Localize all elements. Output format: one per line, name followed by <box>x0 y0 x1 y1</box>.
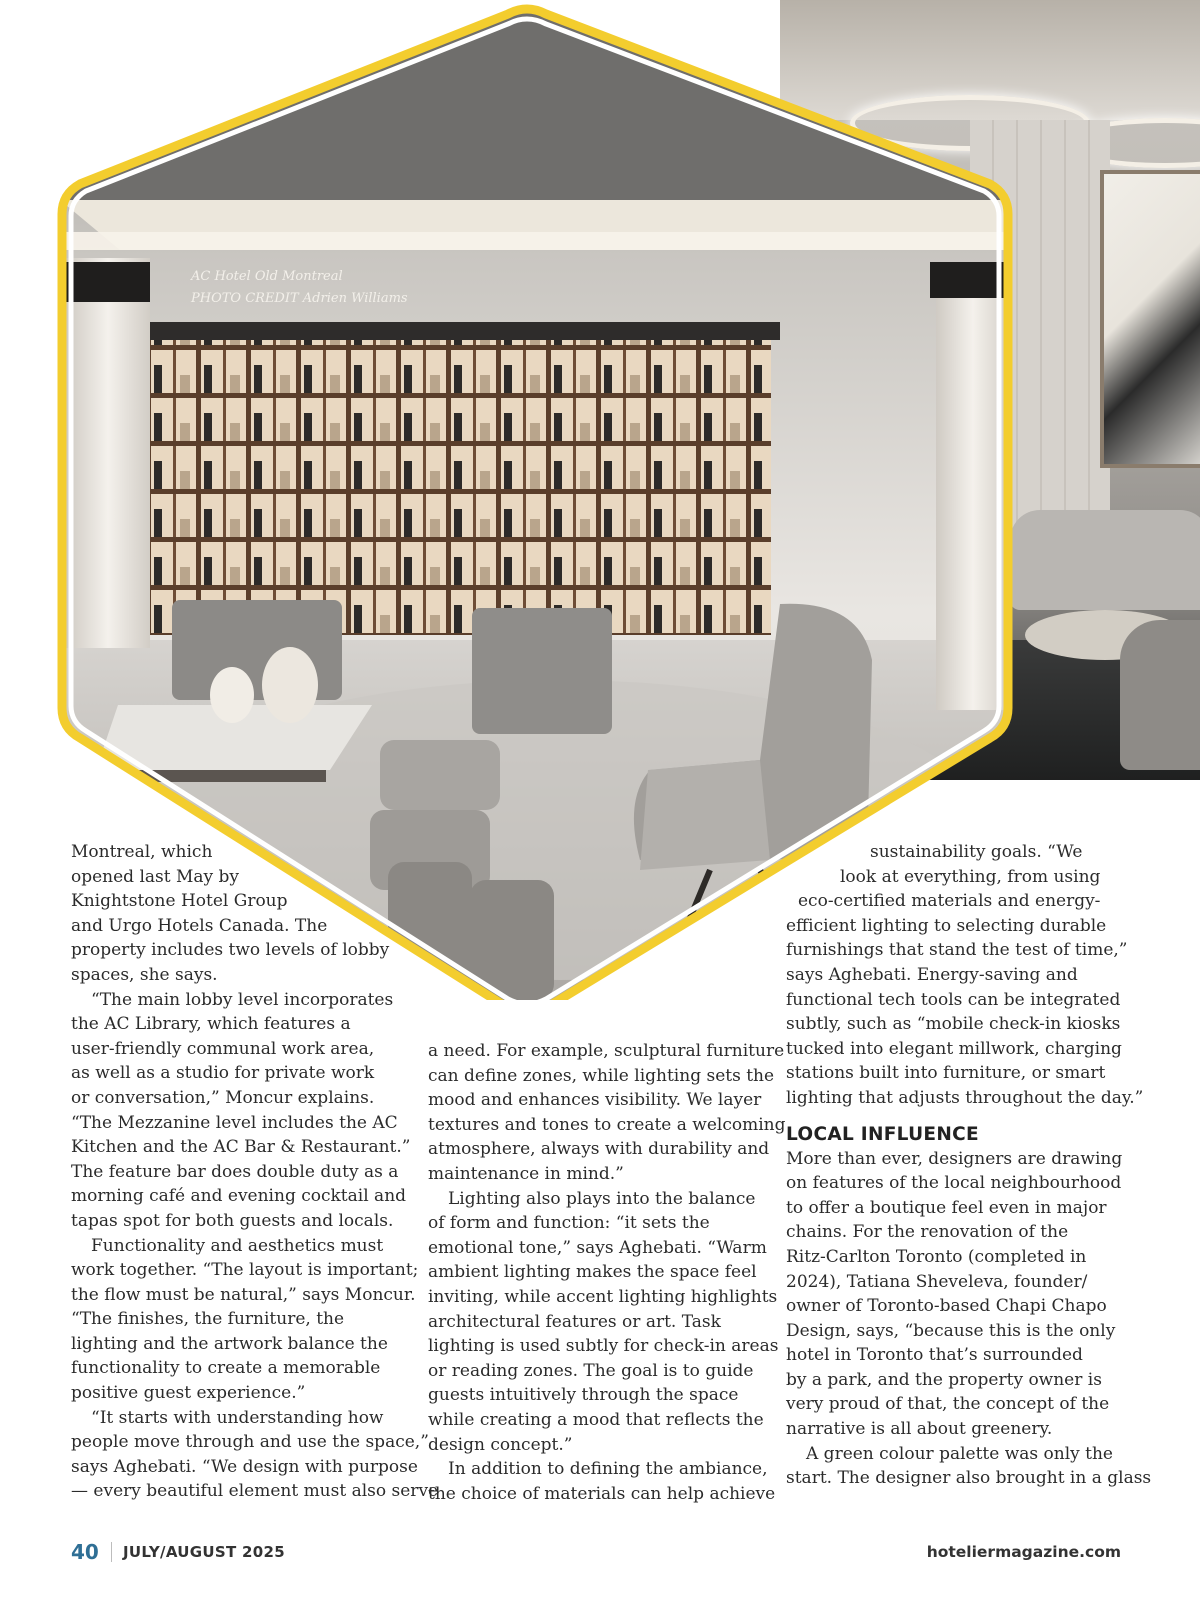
text-line: start. The designer also brought in a glass <box>786 1468 1152 1489</box>
text-line: by a park, and the property owner is <box>786 1369 1102 1390</box>
paragraph <box>786 1147 1121 1442</box>
text-line: very proud of that, the concept of the <box>786 1394 1110 1415</box>
text-line: spaces, she says. <box>71 964 218 985</box>
text-line: tapas spot for both guests and locals. <box>71 1210 394 1231</box>
photo-credit: PHOTO CREDIT Adrien Williams <box>191 291 408 306</box>
paragraph <box>71 840 406 988</box>
text-line: chains. For the renovation of the <box>786 1222 1069 1243</box>
paragraph <box>428 1039 786 1187</box>
text-line: mood and enhances visibility. We layer <box>428 1090 762 1111</box>
text-line: inviting, while accent lighting highlights <box>428 1286 778 1307</box>
article-column-2 <box>428 1039 786 1506</box>
text-line: In addition to defining the ambiance, <box>448 1459 768 1480</box>
text-line: the flow must be natural,” says Moncur. <box>71 1284 416 1305</box>
text-line: “The Mezzanine level includes the AC <box>71 1112 398 1133</box>
text-line: atmosphere, always with durability and <box>428 1139 770 1160</box>
paragraph <box>71 1234 419 1406</box>
text-line: efficient lighting to selecting durable <box>786 915 1107 936</box>
text-line: eco-certified materials and energy- <box>798 891 1101 912</box>
text-line: Kitchen and the AC Bar & Restaurant.” <box>71 1137 411 1158</box>
text-line: More than ever, designers are drawing <box>786 1148 1123 1169</box>
paragraph <box>71 1406 439 1504</box>
text-line: design concept.” <box>428 1434 573 1455</box>
text-line: look at everything, from using <box>840 866 1101 887</box>
text-line: 2024), Tatiana Sheveleva, founder/ <box>786 1271 1088 1292</box>
text-line: ambient lighting makes the space feel <box>428 1262 757 1283</box>
text-line: user-friendly communal work area, <box>71 1038 375 1059</box>
text-line: functionality to create a memorable <box>71 1358 381 1379</box>
issue-date: JULY/AUGUST 2025 <box>123 1543 285 1561</box>
text-line: subtly, such as “mobile check-in kiosks <box>786 1014 1121 1035</box>
page-number: 40 <box>71 1540 99 1564</box>
text-line: people move through and use the space,” <box>71 1432 429 1453</box>
text-line: morning café and evening cocktail and <box>71 1186 407 1207</box>
photo-caption-title: AC Hotel Old Montreal <box>191 269 343 284</box>
text-line: lighting that adjusts throughout the day.” <box>786 1087 1144 1108</box>
paragraph <box>71 988 411 1234</box>
article-column-1 <box>71 840 439 1504</box>
article-column-3 <box>786 840 1152 1491</box>
text-line: owner of Toronto-based Chapi Chapo <box>786 1296 1107 1317</box>
text-line: property includes two levels of lobby <box>71 940 390 961</box>
text-line: of form and function: “it sets the <box>428 1213 710 1234</box>
text-line: A green colour palette was only the <box>806 1443 1113 1464</box>
text-line: Ritz-Carlton Toronto (completed in <box>786 1246 1087 1267</box>
text-line: as well as a studio for private work <box>71 1063 375 1084</box>
text-line: “The main lobby level incorporates <box>91 989 394 1010</box>
text-line: textures and tones to create a welcoming <box>428 1114 786 1135</box>
text-line: a need. For example, sculptural furniture <box>428 1041 785 1061</box>
text-line: tucked into elegant millwork, charging <box>786 1038 1122 1059</box>
text-line: the AC Library, which features a <box>71 1014 351 1035</box>
page-footer <box>71 1540 1121 1568</box>
text-line: “The finishes, the furniture, the <box>71 1309 345 1330</box>
text-line: or reading zones. The goal is to guide <box>428 1360 754 1381</box>
text-line: says Aghebati. “We design with purpose <box>71 1456 418 1477</box>
text-line: guests intuitively through the space <box>428 1385 739 1406</box>
paragraph <box>786 1442 1152 1491</box>
text-line: — every beautiful element must also serve <box>71 1481 439 1502</box>
text-line: “It starts with understanding how <box>91 1407 384 1428</box>
text-line: The feature bar does double duty as a <box>71 1161 399 1182</box>
section-heading: LOCAL INFLUENCE <box>786 1123 979 1145</box>
text-line: stations built into furniture, or smart <box>786 1063 1106 1084</box>
text-line: narrative is all about greenery. <box>786 1419 1053 1440</box>
text-line: Knightstone Hotel Group <box>71 891 288 912</box>
text-line: while creating a mood that reflects the <box>428 1409 764 1430</box>
footer-divider <box>111 1542 112 1562</box>
text-line: on features of the local neighbourhood <box>786 1173 1122 1194</box>
text-line: architectural features or art. Task <box>428 1311 721 1332</box>
text-line: or conversation,” Moncur explains. <box>71 1087 375 1108</box>
text-line: positive guest experience.” <box>71 1383 306 1404</box>
text-line: emotional tone,” says Aghebati. “Warm <box>428 1237 767 1258</box>
text-line: sustainability goals. “We <box>870 842 1083 862</box>
text-line: and Urgo Hotels Canada. The <box>71 915 328 936</box>
text-line: lighting and the artwork balance the <box>71 1333 388 1354</box>
text-line: work together. “The layout is important; <box>71 1260 419 1281</box>
paragraph <box>786 840 1144 1111</box>
text-line: says Aghebati. Energy-saving and <box>786 964 1078 985</box>
text-line: Functionality and aesthetics must <box>91 1235 384 1256</box>
text-line: the choice of materials can help achieve <box>428 1483 776 1504</box>
website-link[interactable]: hoteliermagazine.com <box>926 1543 1121 1561</box>
text-line: to offer a boutique feel even in major <box>786 1197 1107 1218</box>
text-line: opened last May by <box>71 866 240 887</box>
text-line: furnishings that stand the test of time,” <box>786 940 1128 961</box>
photo-caption <box>191 266 408 310</box>
text-line: hotel in Toronto that’s surrounded <box>786 1345 1083 1366</box>
text-line: Montreal, which <box>71 842 213 862</box>
text-line: functional tech tools can be integrated <box>786 989 1121 1010</box>
text-line: lighting is used subtly for check-in areas <box>428 1336 779 1357</box>
text-line: maintenance in mind.” <box>428 1163 624 1184</box>
paragraph <box>428 1457 776 1506</box>
text-line: Lighting also plays into the balance <box>448 1188 756 1209</box>
text-line: Design, says, “because this is the only <box>786 1320 1116 1341</box>
text-line: can define zones, while lighting sets the <box>428 1065 775 1086</box>
paragraph <box>428 1187 779 1458</box>
